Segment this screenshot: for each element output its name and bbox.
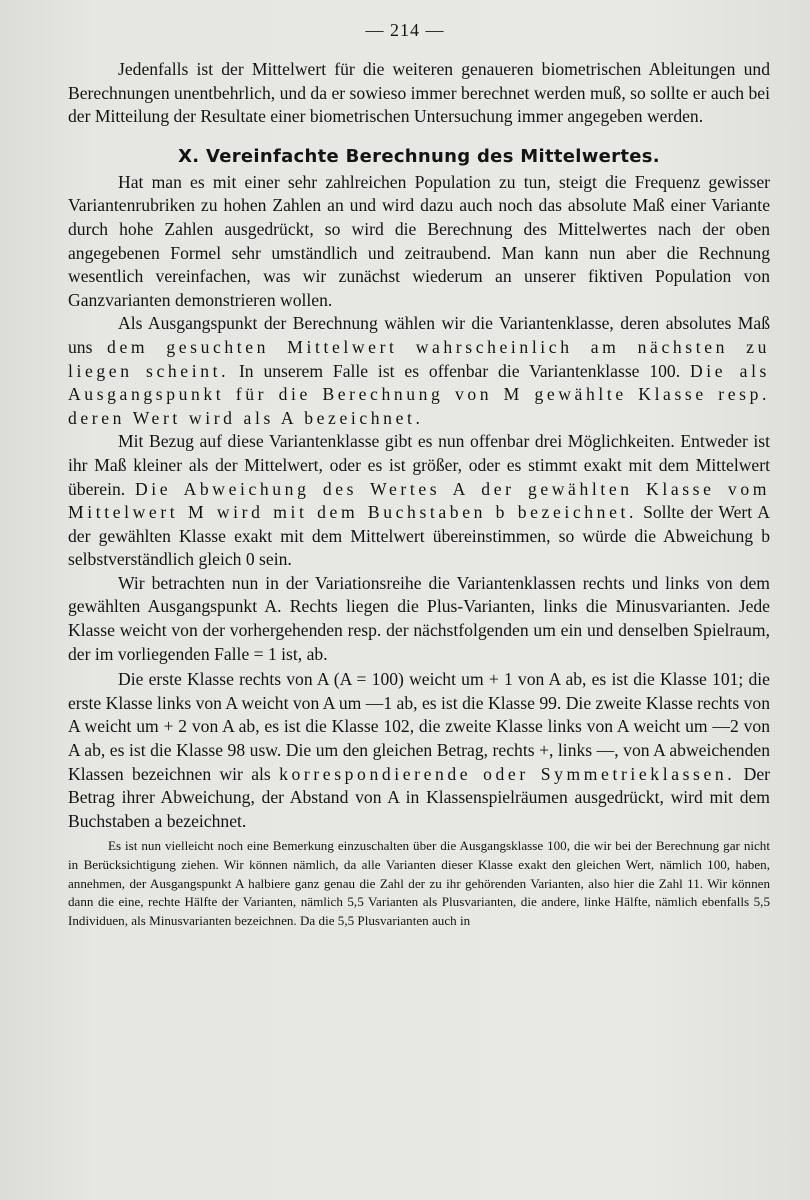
text-segment: Die erste Klasse rechts von A (A = 100) weicht um + 1 von A ab, es ist die Klasse 101; die erste Klasse links von A weicht von A um —1 ab, es ist die Klasse 99. Die zweite Klasse rechts von A weicht um + 2 von A ab, es ist die Klasse 102, die zweite Klasse links von A weicht um —2 von A ab, es ist die Klasse 98 usw. Die um den gleichen Betrag, rechts +, links —, von A abweichenden Klassen bezeichnen wir als (68, 669, 770, 784)
spaced-emphasis: korrespondierende oder Symmetrieklassen. (279, 763, 736, 784)
spaced-emphasis: Die Abweichung des Wertes A der gewählten Klasse vom Mittelwert M wird mit dem Buchstaben b bezeichnet. (68, 478, 770, 523)
paragraph-classes (68, 668, 770, 833)
spaced-emphasis: Die als Ausgangspunkt für die Berechnung von M gewählte Klasse resp. deren Wert wird als A bezeichnet. (68, 360, 771, 428)
text-segment: Der Betrag ihrer Abweichung, der Abstand von A in Klassenspielräumen ausgedrückt, wird mit dem Buchstaben a bezeichnet. (68, 763, 771, 831)
paragraph-variation-series: Wir betrachten nun in der Variationsreihe die Variantenklassen rechts und links von dem gewählten Ausgangspunkt A. Rechts liegen die Plus-Varianten, links die Minusvarianten. Jede Klasse weicht von der vorhergehenden resp. der nächstfolgenden um ein und denselben Spielraum, der im vorliegenden Falle = 1 ist, ab. (68, 572, 770, 664)
text-segment: Als Ausgangspunkt der Berechnung wählen wir die Variantenklasse, deren absolutes Maß uns (68, 313, 770, 357)
page-number: — 214 — (365, 20, 445, 40)
paragraph-starting-point (68, 312, 770, 430)
section-heading: X. Vereinfachte Berechnung des Mittelwertes. (178, 145, 660, 167)
paragraph-deviation (68, 430, 770, 572)
page-body (68, 58, 770, 930)
paragraph-population: Hat man es mit einer sehr zahlreichen Population zu tun, steigt die Frequenz gewisser Variantenrubriken zu hohen Zahlen an und wird dazu auch noch das absolute Maß einer Variante durch hohe Zahlen ausgedrückt, so wird die Berechnung des Mittelwertes nach der oben angegebenen Formel sehr umständlich und zeitraubend. Man kann nun aber die Rechnung wesentlich vereinfachen, was wir zunächst wiederum an unserer fiktiven Population von Ganzvarianten demonstrieren wollen. (68, 171, 770, 310)
text-segment: Sollte der Wert A der gewählten Klasse exakt mit dem Mittelwert übereinstimmen, so würde die Abweichung b selbstverständlich gleich 0 sein. (68, 502, 770, 570)
text-segment: Mit Bezug auf diese Variantenklasse gibt es nun offenbar drei Möglichkeiten. Entweder ist ihr Maß kleiner als der Mittelwert, oder es ist größer, oder es stimmt exakt mit dem Mittelwert überein. (68, 431, 770, 499)
paragraph-intro: Jedenfalls ist der Mittelwert für die weiteren genaueren biometrischen Ableitungen und Berechnungen unentbehrlich, und da er sowieso immer berechnet werden muß, so sollte er auch bei der Mitteilung der Resultate einer biometrischen Untersuchung immer angegeben werden. (68, 59, 770, 127)
spaced-emphasis: dem gesuchten Mittelwert wahrscheinlich am nächsten zu liegen scheint. (68, 336, 770, 381)
footnote: Es ist nun vielleicht noch eine Bemerkung einzuschalten über die Ausgangsklasse 100, die wir bei der Berechnung gar nicht in Berücksichtigung ziehen. Wir können nämlich, da alle Varianten dieser Klasse exakt den gleichen Wert, nämlich 100, haben, annehmen, der Ausgangspunkt A halbiere ganz genau die Zahl der zu ihr gehörenden Varianten, also hier die Zahl 11. Wir können dann die eine, rechte Hälfte der Varianten, nämlich 5,5 Varianten als Plusvarianten, die andere, linke Hälfte, nämlich ebenfalls 5,5 Individuen, als Minusvarianten bezeichnen. Da die 5,5 Plusvarianten auch in (68, 838, 770, 928)
text-segment: In unserem Falle ist es offenbar die Variantenklasse 100. (238, 360, 681, 381)
